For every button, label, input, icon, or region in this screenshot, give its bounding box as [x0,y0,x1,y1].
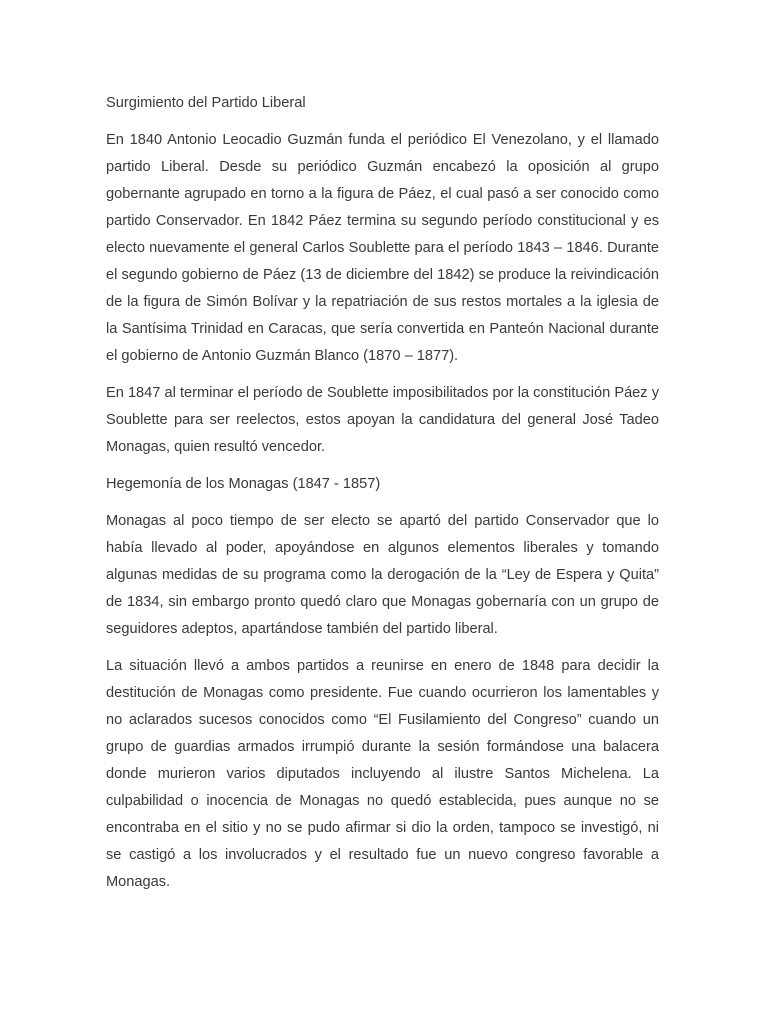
paragraph-guzman-liberal: En 1840 Antonio Leocadio Guzmán funda el periódico El Venezolano, y el llamado partido Liberal. Desde su periódico Guzmán encabezó la oposición al grupo gobernante agrupado en torno a la figura de Páez, el cual pasó a ser conocido como partido Conservador. En 1842 Páez termina su segundo período constitucional y es electo nuevamente el general Carlos Soublette para el período 1843 – 1846. Durante el segundo gobierno de Páez (13 de diciembre del 1842) se produce la reivindicación de la figura de Simón Bolívar y la repatriación de sus restos mortales a la iglesia de la Santísima Trinidad en Caracas, que sería convertida en Panteón Nacional durante el gobierno de Antonio Guzmán Blanco (1870 – 1877). [106,132,659,364]
section-heading-liberal-party: Surgimiento del Partido Liberal [106,95,306,111]
paragraph-monagas-election: En 1847 al terminar el período de Soublette imposibilitados por la constitución Páez y Soublette para ser reelectos, estos apoyan la candidatura del general José Tadeo Monagas, quien resultó vencedor. [106,385,659,455]
paragraph-congress-shooting: La situación llevó a ambos partidos a reunirse en enero de 1848 para decidir la destitución de Monagas como presidente. Fue cuando ocurrieron los lamentables y no aclarados sucesos conocidos como “El Fusilamiento del Congreso” cuando un grupo de guardias armados irrumpió durante la sesión formándose una balacera donde murieron varios diputados incluyendo al ilustre Santos Michelena. La culpabilidad o inocencia de Monagas no quedó establecida, pues aunque no se encontraba en el sitio y no se pudo afirmar si dio la orden, tampoco se investigó, ni se castigó a los involucrados y el resultado fue un nuevo congreso favorable a Monagas. [106,658,659,890]
paragraph-monagas-break: Monagas al poco tiempo de ser electo se apartó del partido Conservador que lo había llevado al poder, apoyándose en algunos elementos liberales y tomando algunas medidas de su programa como la derogación de la “Ley de Espera y Quita” de 1834, sin embargo pronto quedó claro que Monagas gobernaría con un grupo de seguidores adeptos, apartándose también del partido liberal. [106,513,659,637]
document-page [106,90,659,906]
section-heading-monagas-hegemony: Hegemonía de los Monagas (1847 - 1857) [106,476,381,492]
